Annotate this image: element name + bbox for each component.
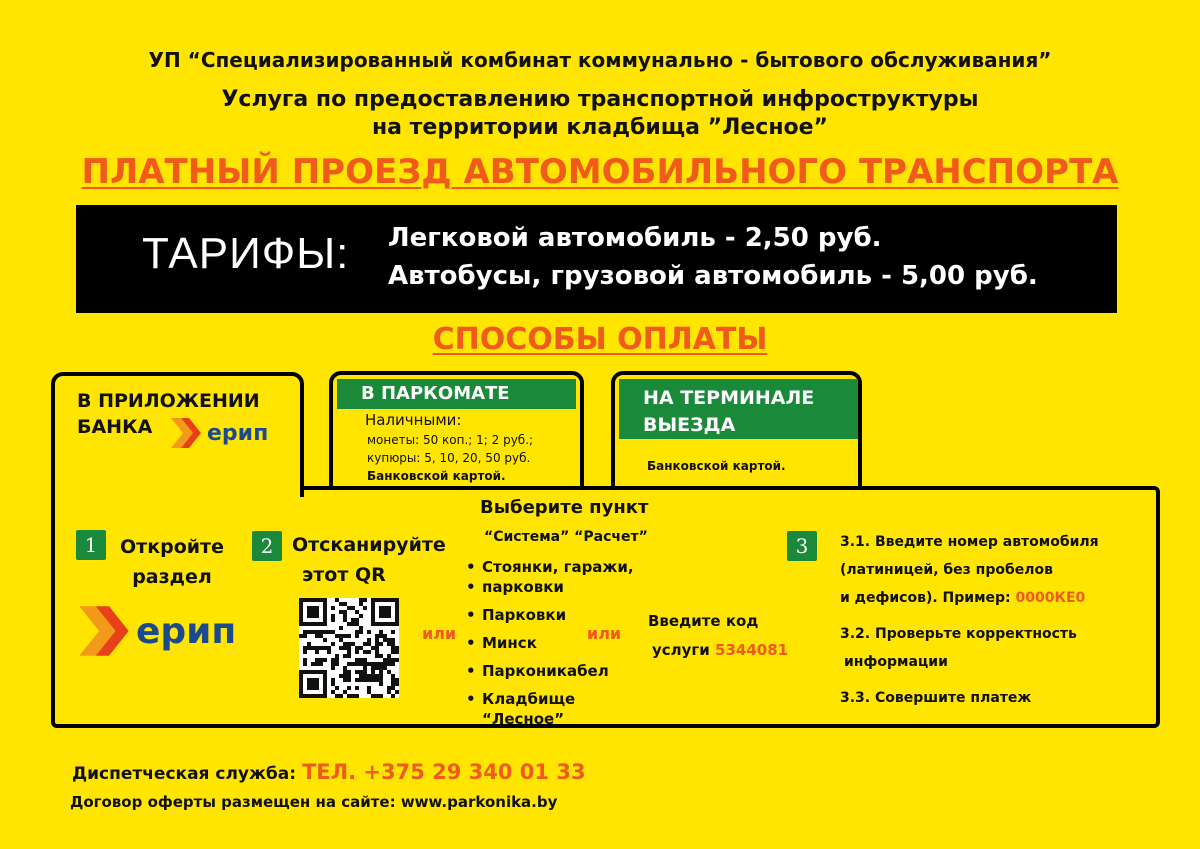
list-item: • Минск	[466, 633, 656, 653]
choose-item-title: Выберите пункт	[480, 497, 649, 518]
parkomat-card	[329, 371, 584, 501]
erip-chevron-icon	[76, 603, 132, 659]
page-title: ПЛАТНЫЙ ПРОЕЗД АВТОМОБИЛЬНОГО ТРАНСПОРТА	[81, 152, 1119, 192]
step-3-1-line-3-text: и дефисов). Пример:	[840, 590, 1011, 606]
erip-logo-small	[169, 416, 268, 450]
bank-app-line-1: В ПРИЛОЖЕНИИ	[77, 390, 260, 412]
parkomat-notes: купюры: 5, 10, 20, 50 руб.	[367, 451, 531, 465]
bank-app-tab	[51, 372, 304, 497]
step-1-badge: 1	[76, 530, 106, 560]
qr-code-icon	[299, 598, 399, 698]
dispatch-phone[interactable]: ТЕЛ. +375 29 340 01 33	[301, 760, 586, 784]
offer-line[interactable]: Договор оферты размещен на сайте: www.parkonika.by	[70, 793, 558, 811]
step-3-1	[840, 528, 1099, 712]
tariff-car: Легковой автомобиль - 2,50 руб.	[388, 223, 882, 253]
parkomat-card-payment: Банковской картой.	[367, 469, 506, 483]
parkomat-coins: монеты: 50 коп.; 1; 2 руб.;	[367, 433, 534, 447]
step-3-1-line-2: (латиницей, без пробелов	[840, 562, 1053, 578]
organization-name: УП “Специализированный комбинат коммунально - бытового обслуживания”	[148, 48, 1052, 72]
step-1-line-2: раздел	[132, 566, 212, 588]
step-1-line-1: Откройте	[120, 536, 224, 558]
service-line-1: Услуга по предоставлению транспортной инфроструктуры	[221, 87, 979, 112]
parkomat-title: В ПАРКОМАТЕ	[337, 379, 576, 409]
step-2-badge: 2	[252, 531, 282, 561]
service-code-value: 5344081	[715, 641, 789, 659]
list-item-continuation	[466, 577, 656, 597]
tariffs-panel	[76, 205, 1117, 313]
dispatch-label: Диспетческая служба:	[72, 764, 297, 784]
erip-logo-text: ерип	[136, 610, 237, 652]
terminal-title-line-1: НА ТЕРМИНАЛЕ	[643, 387, 815, 409]
bank-app-line-2: БАНКА	[77, 416, 153, 438]
parkomat-cash: Наличными:	[365, 411, 462, 429]
step-3-1-line-3	[840, 584, 1099, 612]
erip-logo-large	[76, 603, 236, 659]
tariff-truck: Автобусы, грузовой автомобиль - 5,00 руб.	[388, 261, 1038, 291]
service-description	[0, 86, 1200, 142]
list-item-text: парковки	[482, 578, 564, 596]
erip-menu-path	[466, 557, 656, 729]
list-item: • Парковки	[466, 605, 656, 625]
list-item: • Парконикабел	[466, 661, 656, 681]
terminal-card	[611, 371, 862, 501]
tab-joint	[55, 484, 300, 492]
terminal-title	[619, 379, 858, 439]
service-code-block	[648, 607, 788, 665]
step-3-badge: 3	[787, 531, 817, 561]
tariffs-label: ТАРИФЫ:	[142, 229, 350, 278]
list-item: • Кладбище “Лесное”	[466, 689, 656, 729]
plate-example: 0000КЕ0	[1015, 590, 1086, 606]
system-label: “Система” “Расчет”	[484, 529, 648, 545]
erip-chevron-icon	[169, 416, 203, 450]
step-3-1-line-1: 3.1. Введите номер автомобиля	[840, 534, 1099, 550]
terminal-card-payment: Банковской картой.	[647, 459, 786, 473]
service-code-line-2	[648, 636, 788, 665]
erip-logo-text: ерип	[207, 420, 269, 446]
step-2-line-2: этот QR	[302, 564, 386, 586]
terminal-title-line-2: ВЫЕЗДА	[643, 414, 736, 436]
step-1-text	[110, 532, 234, 592]
service-code-line-1: Введите код	[648, 612, 759, 630]
qr-code[interactable]	[299, 598, 399, 698]
step-2-text	[292, 530, 446, 590]
or-label-2: или	[587, 624, 622, 643]
step-2-line-1: Отсканируйте	[292, 534, 446, 556]
step-3-2-line-2: информации	[844, 654, 948, 670]
list-item: • Стоянки, гаражи,	[466, 557, 656, 577]
step-3-2-line-1: 3.2. Проверьте корректность	[840, 626, 1077, 642]
or-label-1: или	[422, 624, 457, 643]
service-line-2: на территории кладбища ”Лесное”	[371, 115, 829, 140]
service-code-prefix: услуги	[652, 641, 710, 659]
step-3-3: 3.3. Совершите платеж	[840, 690, 1032, 706]
dispatch-line	[72, 760, 586, 784]
payment-methods-title: СПОСОБЫ ОПЛАТЫ	[432, 322, 768, 357]
